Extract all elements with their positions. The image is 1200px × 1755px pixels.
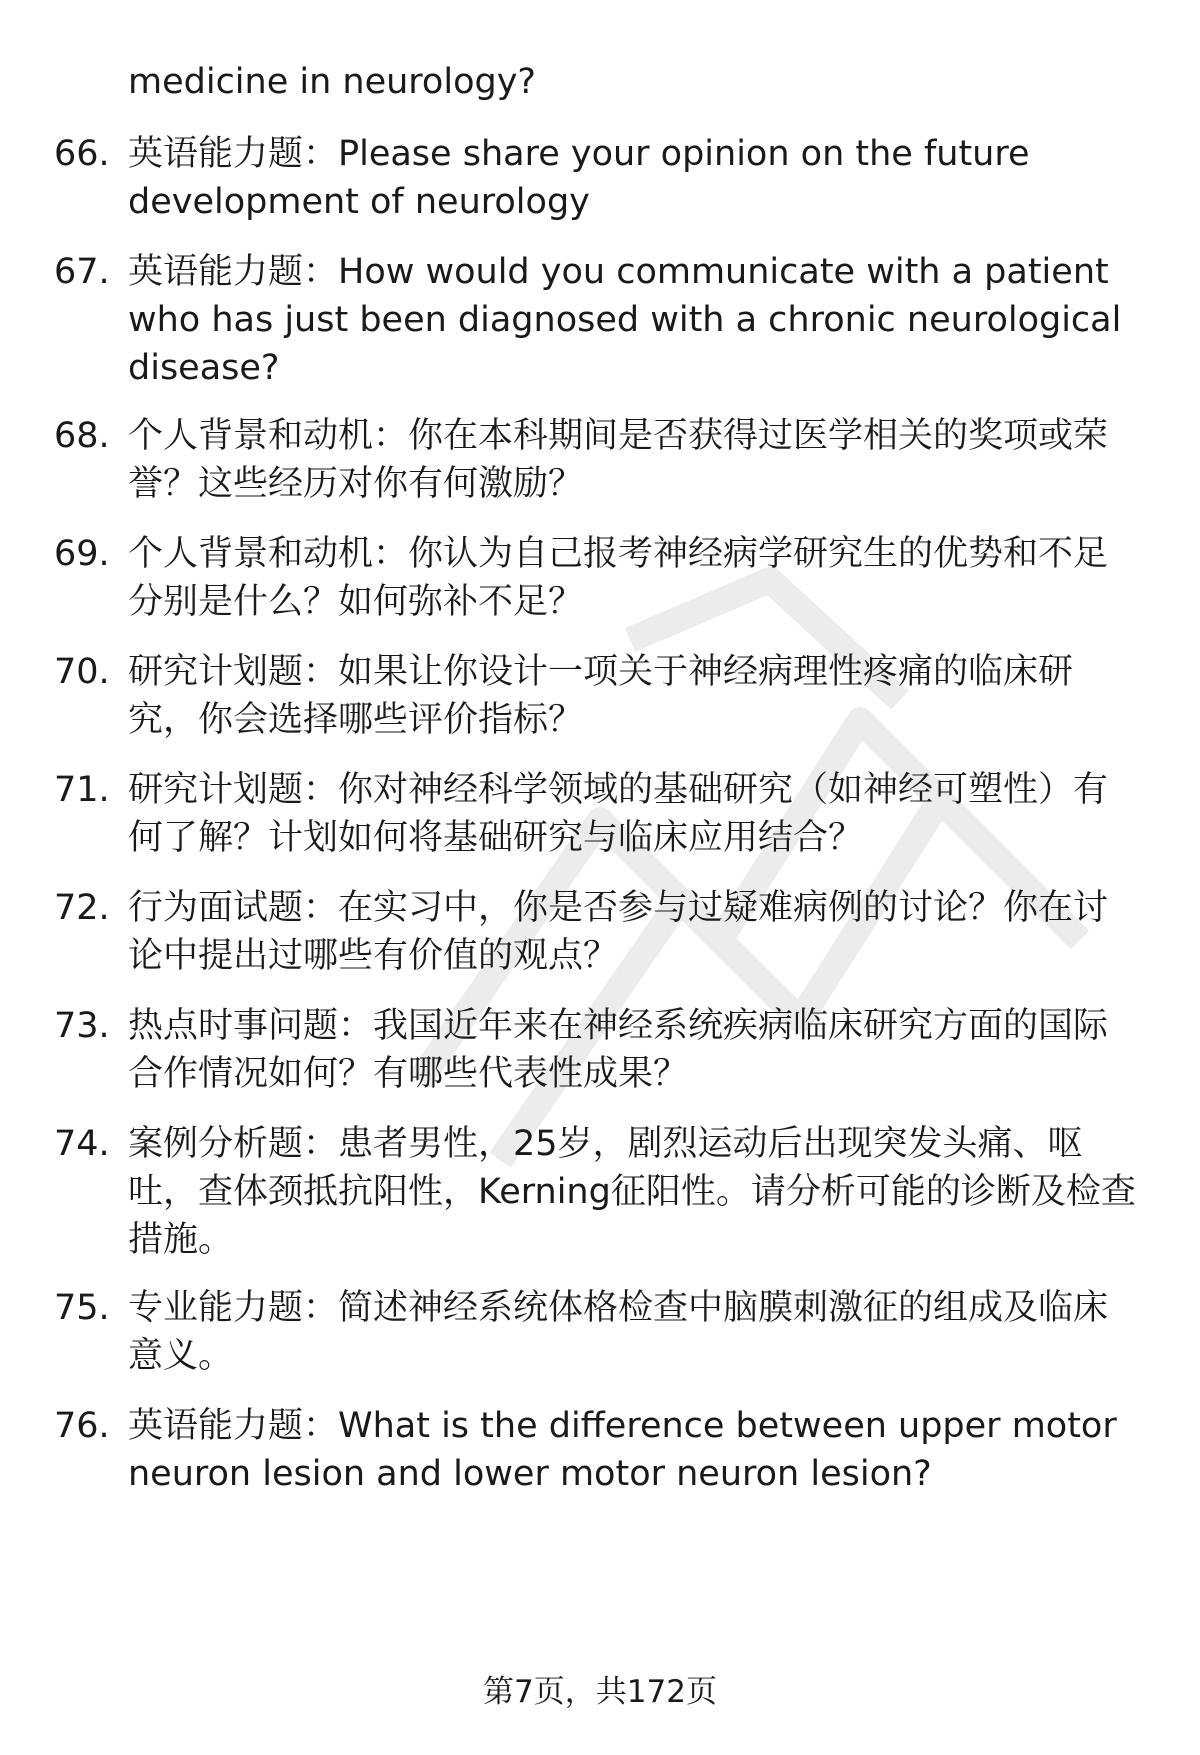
question-text: 研究计划题：如果让你设计一项关于神经病理性疼痛的临床研究，你会选择哪些评价指标？ [128, 652, 1074, 740]
question-text: 个人背景和动机：你在本科期间是否获得过医学相关的奖项或荣誉？这些经历对你有何激励？ [128, 416, 1109, 504]
question-number: 67. [54, 252, 110, 292]
continuation-text: medicine in neurology? [128, 62, 536, 102]
question-number: 72. [54, 888, 110, 928]
question-number: 76. [54, 1406, 110, 1446]
question-text: 英语能力题：Please share your opinion on the future development of neurology [128, 134, 1030, 222]
question-text: 个人背景和动机：你认为自己报考神经病学研究生的优势和不足分别是什么？如何弥补不足？ [128, 534, 1109, 622]
question-text: 英语能力题：How would you communicate with a patient who has just been diagnosed with a chronic neurological disease? [128, 252, 1122, 388]
question-text: 研究计划题：你对神经科学领域的基础研究（如神经可塑性）有何了解？计划如何将基础研究与临床应用结合？ [128, 770, 1109, 858]
question-text: 专业能力题：简述神经系统体格检查中脑膜刺激征的组成及临床意义。 [128, 1288, 1109, 1376]
question-text: 案例分析题：患者男性，25岁，剧烈运动后出现突发头痛、呕吐，查体颈抵抗阳性，Kerning征阳性。请分析可能的诊断及检查措施。 [128, 1124, 1136, 1260]
question-text: 热点时事问题：我国近年来在神经系统疾病临床研究方面的国际合作情况如何？有哪些代表性成果？ [128, 1006, 1109, 1094]
question-number: 66. [54, 134, 110, 174]
page-footer: 第7页，共172页 [483, 1674, 717, 1710]
question-number: 75. [54, 1288, 110, 1328]
question-number: 71. [54, 770, 110, 810]
question-number: 73. [54, 1006, 110, 1046]
question-number: 68. [54, 416, 110, 456]
question-number: 70. [54, 652, 110, 692]
question-number: 74. [54, 1124, 110, 1164]
question-number: 69. [54, 534, 110, 574]
question-text: 英语能力题：What is the difference between upper motor neuron lesion and lower motor neuron lesion? [128, 1406, 1117, 1494]
question-text: 行为面试题：在实习中，你是否参与过疑难病例的讨论？你在讨论中提出过哪些有价值的观点？ [128, 888, 1109, 976]
